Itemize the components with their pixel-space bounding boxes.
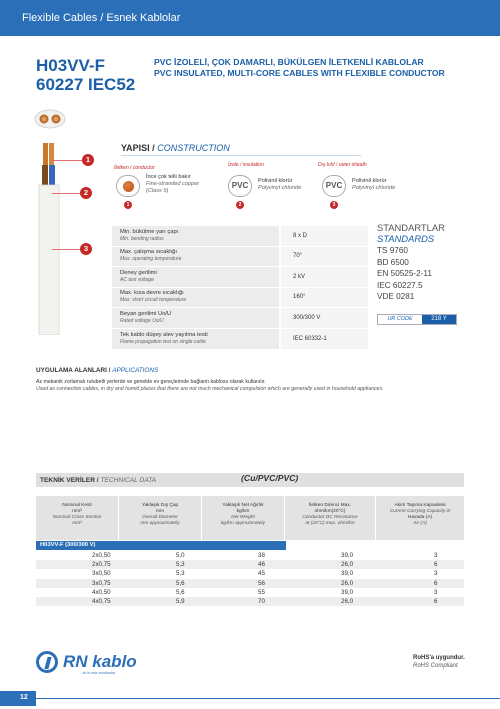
table-cell: 70 <box>258 598 265 605</box>
spec-label-tr: Min. bükülme yarı çapı <box>120 228 179 235</box>
construction-heading <box>121 143 230 153</box>
spec-label <box>112 226 280 247</box>
spec-label <box>112 287 280 308</box>
standards-title-tr: STANDARTLAR <box>377 222 445 233</box>
spec-row <box>112 267 368 288</box>
conductor-name-en: Fine-stranded copper <box>146 181 200 187</box>
rohs-text-en: RoHS Compliant <box>413 663 458 669</box>
application-text-tr: Az mekanik zorlamalı rutubetli yerlerde ve genelde ev gereçlerinde bağlantı kablosu olarak kullanılır. <box>36 379 266 385</box>
column-header-line: Nominal Kesit <box>62 503 92 508</box>
leader-line-1 <box>52 160 82 161</box>
column-header-line: Overall Diameter <box>142 515 178 520</box>
insulation-label: İzole / insulation <box>228 162 264 168</box>
column-header-line: Havada (A) <box>407 515 433 520</box>
standards-box <box>377 222 445 303</box>
table-cell: 6 <box>434 561 438 569</box>
column-header-current <box>376 496 464 540</box>
table-cell: 5,3 <box>176 570 185 578</box>
spec-row <box>112 226 368 247</box>
column-header-resistance <box>285 496 375 540</box>
standard-item: EN 50525-2-11 <box>377 269 432 279</box>
spec-value: IEC 60332-1 <box>280 328 368 349</box>
table-cell: 26,0 <box>341 579 354 587</box>
application-heading <box>36 367 158 374</box>
spec-label <box>112 328 280 349</box>
material-tag: (Cu/PVC/PVC) <box>241 473 299 483</box>
sheath-name-tr: Polivinil klorür <box>352 178 387 184</box>
spec-label-en: Rated voltage Uo/U <box>120 317 164 324</box>
construction-heading-tr: YAPISI / <box>121 143 155 153</box>
column-header-line: mm approximately <box>140 521 180 526</box>
column-header-line: Conductor DC Resistance <box>302 515 358 520</box>
spec-label-tr: Deney gerilimi <box>120 269 157 276</box>
column-header-diameter <box>119 496 201 540</box>
logo-mark-icon <box>36 651 58 673</box>
column-header-line: Yaklaşık Net Ağırlık <box>222 503 264 508</box>
table-row <box>36 560 464 569</box>
table-row <box>36 597 464 606</box>
product-code-line2: 60227 IEC52 <box>36 75 136 94</box>
table-cell: 39,0 <box>341 588 354 596</box>
marker-2: 2 <box>80 187 92 199</box>
column-header-line: İletken Direnci Max. <box>308 503 352 508</box>
table-cell: 6 <box>434 598 438 605</box>
product-code <box>36 56 135 94</box>
table-cell: 4x0,50 <box>92 588 111 596</box>
column-header-line: Akım Taşıma Kapasitesi <box>394 503 446 508</box>
column-header-line: Current Carrying Capacity in <box>389 509 451 514</box>
conductor-class: (Class 5) <box>146 188 169 194</box>
spec-row <box>112 287 368 308</box>
ur-code-value: 218 Y <box>422 315 456 324</box>
application-heading-tr: UYGULAMA ALANLARI / <box>36 367 111 374</box>
logo-text: RN kablo <box>63 652 137 671</box>
application-heading-en: APPLICATIONS <box>112 367 159 374</box>
header-title: Flexible Cables / Esnek Kablolar <box>22 12 181 24</box>
footer-rule <box>36 698 500 699</box>
spec-label <box>112 308 280 329</box>
spec-label-en: Max. operating temperature <box>120 256 182 263</box>
rohs-text-tr: RoHS'a uygundur. <box>413 655 465 661</box>
table-cell: 3 <box>434 552 438 559</box>
table-cell: 3 <box>434 588 438 596</box>
table-cell: 5,6 <box>176 588 185 596</box>
standards-title-en: STANDARDS <box>377 233 435 244</box>
spec-value: 160° <box>280 287 368 308</box>
column-header-line: Net Weight <box>231 515 255 520</box>
sheath-name <box>352 178 395 192</box>
table-cell: 6 <box>434 579 438 587</box>
header-bar <box>0 0 500 36</box>
column-header-weight <box>202 496 284 540</box>
table-cell: 56 <box>258 579 265 587</box>
standard-item: BD 6500 <box>377 257 409 267</box>
insulation-name <box>258 178 301 192</box>
standard-item: TS 9760 <box>377 246 408 255</box>
marker-3: 3 <box>80 243 92 255</box>
spec-label-en: AC test voltage <box>120 276 154 283</box>
column-header-line: Nominal Cross Section <box>52 515 102 520</box>
product-code-line1: H03VV-F <box>36 56 105 75</box>
conductor-name-tr: İnce çok telli bakır <box>146 174 191 180</box>
spec-label <box>112 246 280 267</box>
leader-line-3 <box>52 249 80 250</box>
table-cell: 5,6 <box>176 579 185 587</box>
column-header-line: at (20°C) max. ohm/km <box>305 521 355 526</box>
table-cell: 3 <box>434 570 438 578</box>
table-cell: 3x0,75 <box>92 579 111 587</box>
spec-label-tr: Max. çalışma sıcaklığı <box>120 249 178 256</box>
table-row <box>36 551 464 560</box>
sheath-label: Dış kılıf / outer sheath <box>318 162 367 168</box>
marker-2-small: 2 <box>236 201 244 209</box>
table-cell: 5,9 <box>176 598 185 605</box>
copper-core-icon <box>116 175 140 197</box>
standard-item: VDE 0281 <box>377 292 415 302</box>
table-row <box>36 588 464 597</box>
conductor-label: İletken / conductor <box>114 165 155 171</box>
spec-label-en: Min. bending radius <box>120 235 164 242</box>
insulation-name-en: Polyvinyl chloride <box>258 185 302 191</box>
table-cell: 45 <box>258 570 265 578</box>
table-cell: 46 <box>258 561 265 569</box>
leader-line-2 <box>52 193 80 194</box>
application-text-en: Used as connection cables, in dry and humid places that there are not much mechanical compulsion which are generally used in household appliances. <box>36 386 384 392</box>
spec-label-en: Flame propagation test on single cable <box>120 338 206 345</box>
marker-3-small: 3 <box>330 201 338 209</box>
marker-1: 1 <box>82 154 94 166</box>
spec-row <box>112 328 368 349</box>
product-title-en: PVC INSULATED, MULTI-CORE CABLES WITH FLEXIBLE CONDUCTOR <box>154 68 445 78</box>
spec-value: 70° <box>280 246 368 267</box>
construction-divider <box>121 155 361 156</box>
column-header-line: mm <box>156 509 164 514</box>
table-cell: 26,0 <box>341 561 354 569</box>
pvc-insulation-icon: PVC <box>228 175 252 197</box>
pvc-sheath-icon: PVC <box>322 175 346 197</box>
technical-data-title <box>40 477 156 484</box>
table-row <box>36 579 464 588</box>
ur-code-box <box>377 314 457 325</box>
spec-label-tr: Tek kablo düşey alev yayılma testi <box>120 331 208 338</box>
spec-label-tr: Max. kısa devre sıcaklığı <box>120 290 184 297</box>
column-header-cross-section <box>36 496 118 540</box>
table-cell: 39,0 <box>341 570 354 578</box>
table-row <box>36 569 464 578</box>
table-cell: 4x0,75 <box>92 598 111 605</box>
spec-label-tr: Beyan gerilimi Uo/U <box>120 310 172 317</box>
product-title-tr: PVC İZOLELİ, ÇOK DAMARLI, BÜKÜLGEN İLETKENLİ KABLOLAR <box>154 57 424 67</box>
conductor-name <box>146 174 199 195</box>
table-cell: 2x0,50 <box>92 552 111 559</box>
marker-1-small: 1 <box>124 201 132 209</box>
cable-group-bar: H03VV-F (300/300 V) <box>36 541 286 550</box>
technical-data-title-en: TECHNICAL DATA <box>100 477 157 484</box>
spec-value: 2 kV <box>280 267 368 288</box>
table-cell: 38 <box>258 552 265 559</box>
product-title <box>154 57 445 79</box>
column-header-line: ohm/km(20°C) <box>314 509 346 514</box>
spec-value: 300/300 V <box>280 308 368 329</box>
ur-code-label: UR CODE <box>387 316 413 322</box>
spec-value: 8 x D <box>280 226 368 247</box>
column-header-line: Yaklaşık Dış Çap <box>141 503 179 508</box>
column-header-line: Air (A) <box>413 521 427 526</box>
column-header-line: kg/km approximately <box>221 521 265 526</box>
cable-image <box>30 105 70 335</box>
spec-row <box>112 246 368 267</box>
technical-data-title-tr: TEKNİK VERİLER / <box>40 477 99 484</box>
spec-table-body <box>112 226 368 349</box>
table-cell: 5,0 <box>176 552 185 559</box>
construction-heading-en: CONSTRUCTION <box>157 143 230 153</box>
spec-row <box>112 308 368 329</box>
standard-item: IEC 60227.5 <box>377 280 423 290</box>
spec-label-en: Max. short circuit temperature <box>120 297 187 304</box>
page-number: 12 <box>0 691 36 706</box>
table-cell: 55 <box>258 588 265 596</box>
table-cell: 26,0 <box>341 598 354 605</box>
table-cell: 39,0 <box>341 552 354 559</box>
column-header-line: kg/km <box>236 509 250 514</box>
table-cell: 5,3 <box>176 561 185 569</box>
technical-data-header <box>36 473 464 487</box>
column-header-line: mm² <box>72 521 82 526</box>
column-header-line: mm² <box>72 509 82 514</box>
spec-table <box>112 225 368 349</box>
spec-label <box>112 267 280 288</box>
logo-tagline: ...rk is one conductor <box>80 671 116 675</box>
table-cell: 3x0,50 <box>92 570 111 578</box>
sheath-name-en: Polyvinyl chloride <box>352 185 396 191</box>
insulation-name-tr: Polivinil klorür <box>258 178 293 184</box>
table-cell: 2x0,75 <box>92 561 111 569</box>
